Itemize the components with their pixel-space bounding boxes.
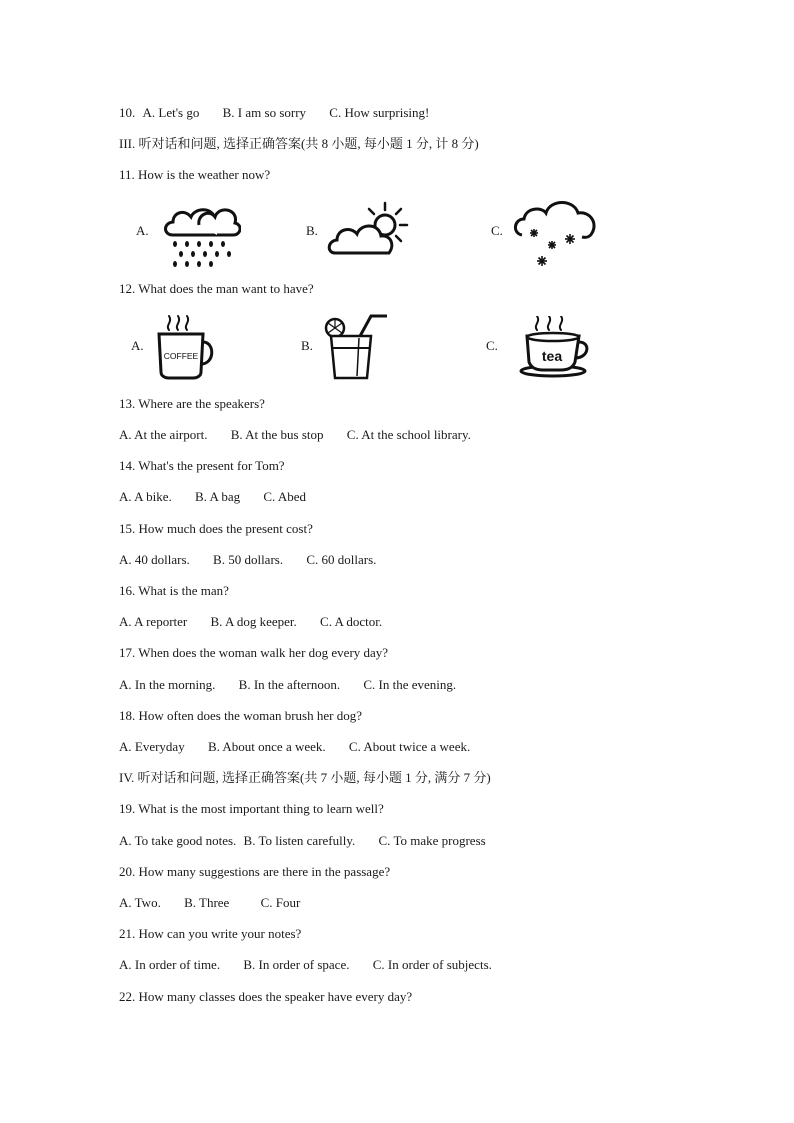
q17-option-b: B. In the afternoon.	[238, 677, 341, 692]
q15-option-c: C. 60 dollars.	[306, 552, 377, 567]
q12-option-a-label: A.	[131, 338, 144, 353]
q16-question: 16. What is the man?	[119, 583, 229, 598]
q15-option-b: B. 50 dollars.	[213, 552, 284, 567]
q15-option-a: A. 40 dollars.	[119, 552, 190, 567]
snow-cloud-icon	[512, 195, 600, 269]
section-3-heading: III. 听对话和问题, 选择正确答案(共 8 小题, 每小题 1 分, 计 8 分)	[119, 136, 479, 151]
q13-option-a: A. At the airport.	[119, 427, 208, 442]
q19-option-a: A. To take good notes.	[119, 833, 237, 848]
q20-option-c: C. Four	[260, 895, 301, 910]
q19-option-c: C. To make progress	[378, 833, 486, 848]
q18-question: 18. How often does the woman brush her dog?	[119, 708, 362, 723]
q11-pictures	[119, 193, 599, 269]
q18-option-a: A. Everyday	[119, 739, 185, 754]
coffee-text: COFFEE	[163, 351, 199, 361]
q12-pictures	[119, 310, 599, 386]
q11-option-b-label: B.	[306, 223, 318, 238]
q14-option-c: C. Abed	[263, 489, 307, 504]
q19-options	[119, 833, 486, 849]
q21-option-c: C. In order of subjects.	[372, 957, 492, 972]
tea-text: tea	[541, 348, 563, 364]
q17-question: 17. When does the woman walk her dog every day?	[119, 645, 389, 660]
q16-option-b: B. A dog keeper.	[210, 614, 297, 629]
q10-option-a: A. Let's go	[142, 105, 200, 120]
juice-glass-icon	[321, 308, 391, 382]
q17-options	[119, 677, 456, 693]
q17-option-a: A. In the morning.	[119, 677, 216, 692]
rain-cloud-icon	[159, 197, 241, 269]
q21-option-a: A. In order of time.	[119, 957, 221, 972]
q19-option-b: B. To listen carefully.	[243, 833, 356, 848]
q12-option-c-label: C.	[486, 338, 498, 353]
q16-option-a: A. A reporter	[119, 614, 188, 629]
q14-option-a: A. A bike.	[119, 489, 172, 504]
q21-options	[119, 957, 492, 973]
coffee-cup-icon	[155, 314, 219, 380]
q18-options	[119, 739, 470, 755]
q19-question: 19. What is the most important thing to learn well?	[119, 801, 384, 816]
q10-option-c: C. How surprising!	[329, 105, 430, 120]
q18-option-b: B. About once a week.	[207, 739, 326, 754]
q10-label: 10.	[119, 105, 136, 120]
q11-option-a-label: A.	[136, 223, 149, 238]
q11-option-c-label: C.	[491, 223, 503, 238]
q12-question: 12. What does the man want to have?	[119, 281, 314, 296]
q10-option-b: B. I am so sorry	[222, 105, 307, 120]
q22-question: 22. How many classes does the speaker have every day?	[119, 989, 413, 1004]
q13-options	[119, 427, 471, 443]
q13-question: 13. Where are the speakers?	[119, 396, 265, 411]
q14-question: 14. What's the present for Tom?	[119, 458, 285, 473]
q15-options	[119, 552, 376, 568]
q10-line	[119, 105, 429, 121]
q14-option-b: B. A bag	[194, 489, 241, 504]
q21-option-b: B. In order of space.	[243, 957, 350, 972]
q16-options	[119, 614, 382, 630]
q16-option-c: C. A doctor.	[320, 614, 383, 629]
q18-option-c: C. About twice a week.	[348, 739, 471, 754]
q20-options	[119, 895, 300, 911]
q12-option-b-label: B.	[301, 338, 313, 353]
q11-question: 11. How is the weather now?	[119, 167, 271, 182]
q20-question: 20. How many suggestions are there in the passage?	[119, 864, 391, 879]
q15-question: 15. How much does the present cost?	[119, 521, 313, 536]
q20-option-b: B. Three	[184, 895, 230, 910]
section-4-heading: IV. 听对话和问题, 选择正确答案(共 7 小题, 每小题 1 分, 满分 7 分)	[119, 770, 491, 785]
q17-option-c: C. In the evening.	[363, 677, 457, 692]
q13-option-b: B. At the bus stop	[230, 427, 324, 442]
tea-cup-icon	[519, 316, 591, 378]
q20-option-a: A. Two.	[119, 895, 161, 910]
q21-question: 21. How can you write your notes?	[119, 926, 302, 941]
q13-option-c: C. At the school library.	[346, 427, 471, 442]
sun-cloud-icon	[327, 199, 411, 261]
q14-options	[119, 489, 306, 505]
